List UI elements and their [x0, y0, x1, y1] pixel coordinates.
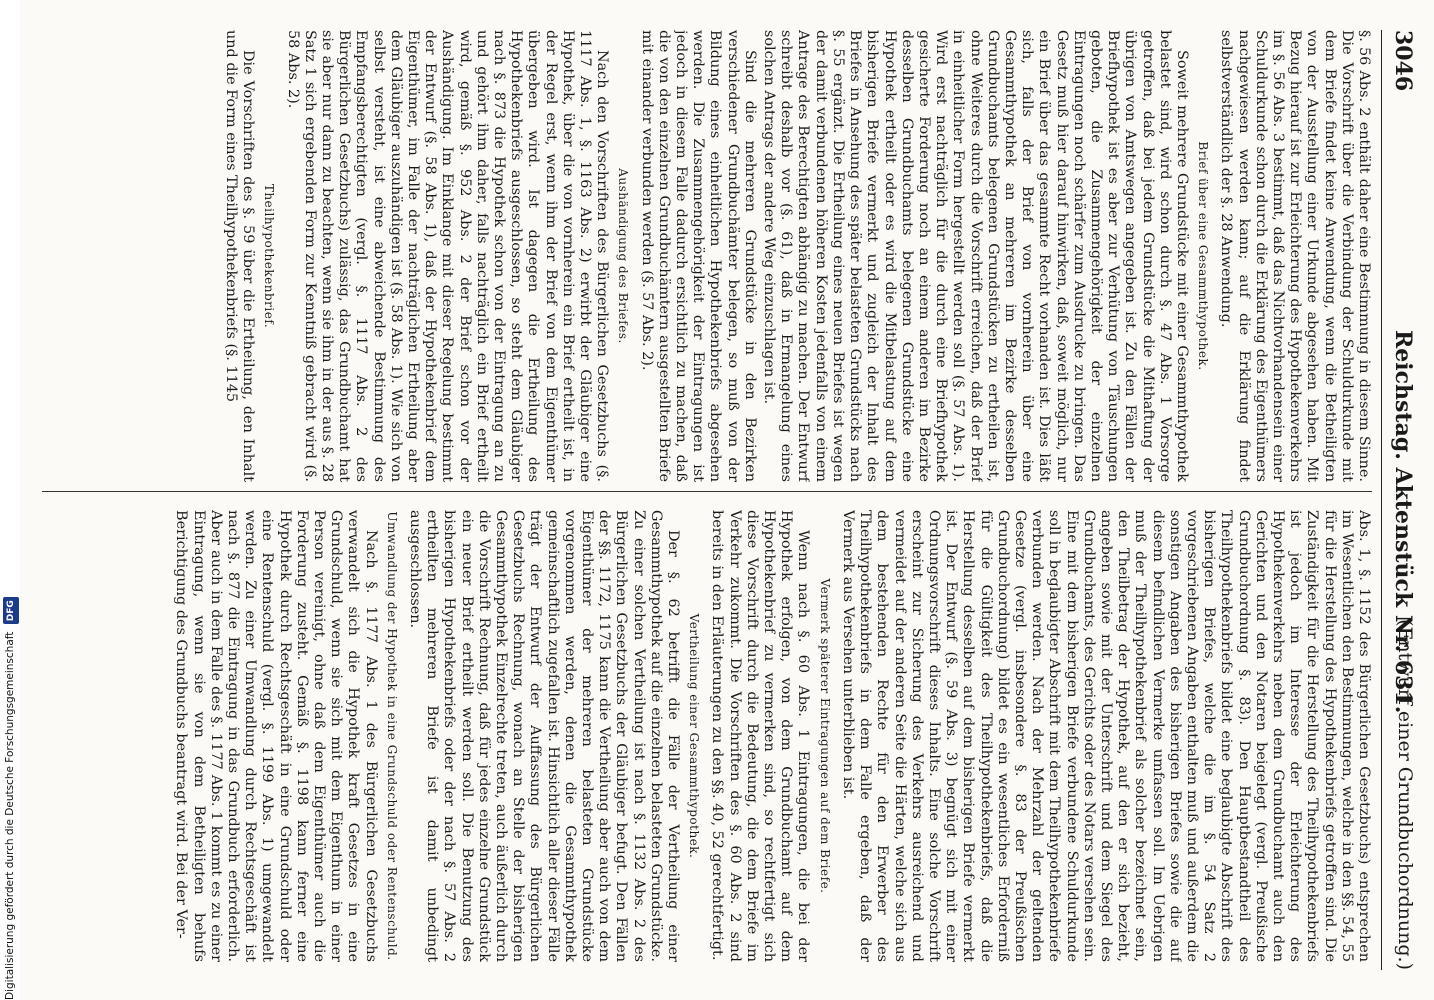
column-divider	[42, 491, 1372, 492]
header-subtitle: (Entwurf einer Grundbuchordnung.)	[1394, 619, 1416, 970]
paragraph: Der §. 62 betrifft die Fälle der Vertheilung einer Gesammthypothek auf die einzelnen belasteten Grundstücke. Zu einer solchen Vertheilung ist nach §. 1132 Abs. 2 des Bürgerlichen Gesetzbuchs der Gläubiger befugt. Den Fällen der §§. 1172, 1175 kann die Vertheilung aber auch von dem Eigenthümer der mehreren belasteten Grundstücke vorgenommen werden, denen die Gesammthypothek gemeinschaftlich zugefallen ist. Hinsichtlich aller dieser Fälle trägt der Entwurf der Auffassung des Bürgerlichen Gesetzbuchs Rechnung, wonach an Stelle der bisherigen Gesammthypothek Einzelrechte treten, auch äußerlich durch die Vorschrift Rechnung, daß für jedes einzelne Grundstück ein neuer Brief ertheilt werden soll. Die Benutzung des bisherigen Hypothekenbriefs oder der nach §. 57 Abs. 2 ertheilten mehreren Briefe ist damit unbedingt ausgeschlossen.	[407, 510, 682, 962]
section-heading: Theilhypothekenbrief.	[262, 183, 277, 329]
left-text-column	[32, 30, 1372, 482]
right-text-column	[32, 510, 1372, 962]
rotated-document-page	[20, 0, 1434, 1000]
paragraph: Sind die mehreren Grundstücke in den Bezirken verschiedener Grundbuchämter belegen, so muß von der Bildung eines einheitlichen Hypothekenbriefs abgesehen werden. Die Zusammengehörigkeit der Eintragungen ist jedoch in diesem Falle dadurch ersichtlich zu machen, daß die von den einzelnen Grundbuchämtern ausgestellten Briefe mit einander verbunden werden (§. 57 Abs. 2).	[638, 30, 758, 482]
paragraph: Die Vorschriften des §. 59 über die Ertheilung, den Inhalt und die Form eines Theilhypothekenbriefs (§. 1145	[223, 30, 257, 482]
section-heading: Brief über eine Gesammthypothek.	[1196, 141, 1211, 371]
header-title: Reichstag. Aktenstück Nr. 631.	[1390, 330, 1416, 714]
paragraph: §. 56 Abs. 2 enthält daher eine Bestimmung in diesem Sinne. Die Vorschrift über die Verbindung der Schuldurkunde mit dem Briefe findet keine Anwendung, wenn die Betheiligten von der Ausstellung einer Urkunde abgesehen haben. Mit Bezug hierauf ist zur Erleichterung des Hypothekenverkehrs im §. 56 Abs. 3 bestimmt, daß das Nichtvorhandensein einer Schuldurkunde schon durch die Erklärung des Eigenthümers nachgewiesen werden kann; auf die Erklärung findet selbstverständlich der §. 28 Anwendung.	[1218, 30, 1372, 482]
section-heading: Vertheilung einer Gesammthypothek.	[687, 613, 702, 859]
section-heading: Umwandlung der Hypothek in eine Grundschuld oder Rentenschuld.	[384, 511, 399, 961]
section-heading: Vermerk späterer Eintragungen auf dem Briefe.	[817, 578, 832, 894]
section-heading: Aushändigung des Briefes.	[616, 168, 631, 344]
paragraph: Wenn nach §. 60 Abs. 1 Eintragungen, die bei der Hypothek erfolgen, von dem Grundbuchamt auf dem Hypothekenbrief zu vermerken sind, so rechtfertigt sich diese Vorschrift durch die Bedeutung, die dem Briefe im Verkehr zukommt. Die Vorschriften des §. 60 Abs. 2 sind bereits in den Erläuterungen zu den §§. 40, 52 gerechtfertigt.	[709, 510, 812, 962]
scanned-page	[20, 0, 1434, 1000]
paragraph: Soweit mehrere Grundstücke mit einer Gesammthypothek belastet sind, wird schon durch §. 47 Abs. 1 Vorsorge getroffen, daß bei jedem Grundstücke die Mithaftung der übrigen von Amtswegen angegeben ist. Zu den Fällen der Briefhypothek ist es aber zur Verhütung von Täuschungen geboten, die Zusammengehörigkeit der einzelnen Eintragungen noch schärfer zum Ausdrucke zu bringen. Das Gesetz muß hier darauf hinwirken, daß, soweit möglich, nur ein Brief über das gesammte Recht vorhanden ist. Dies läßt sich, falls der Brief von vornherein über eine Gesammthypothek an mehreren im Bezirke desselben Grundbuchamts belegenen Grundstücken zu ertheilen ist, ohne Weiteres durch die Vorschrift erreichen, daß der Brief in einheitlicher Form hergestellt werden soll (§. 57 Abs. 1). Wird erst nachträglich für die durch eine Briefhypothek gesicherte Forderung noch an einem anderen im Bezirke desselben Grundbuchamts belegenen Grundstücke eine Hypothek ertheilt oder es wird die Mitbelastung auf dem bisherigen Briefe vermerkt und zugleich der Inhalt des Briefes in Ansehung des später belasteten Grundstücks nach §. 55 ergänzt. Die Ertheilung eines neuen Briefes ist wegen der damit verbundenen höheren Kosten jedenfalls von einem Antrage des Berechtigten abhängig zu machen. Der Entwurf schreibt deshalb vor (§. 61), daß in Ermangelung eines solchen Antrags der andere Weg einzuschlagen ist.	[761, 30, 1190, 482]
paragraph: Abs. 1, §. 1152 des Bürgerlichen Gesetzbuchs) entsprechen im Wesentlichen den Bestimmungen, welche in den §§. 54, 55 für die Herstellung des Hypothekenbriefs getroffen sind. Die Zuständigkeit für die Herstellung des Theilhypothekenbriefs ist jedoch im Interesse der Erleichterung des Hypothekenverkehrs neben dem Grundbuchamt auch den Gerichten und den Notaren beigelegt (vergl. Preußische Grundbuchordnung §. 83). Den Hauptbestandtheil des Theilhypothekenbriefs bildet eine beglaubigte Abschrift des bisherigen Briefes, welche die im §. 54 Satz 2 vorgeschriebenen Angaben enthalten muß und außerdem die sonstigen Angaben des bisherigen Briefes sowie die auf diesem befindlichen Vermerke umfassen soll. Im Uebrigen muß der Theilhypothekenbrief als solcher bezeichnet sein, den Theilbetrag der Hypothek, auf den er sich bezieht, angeben sowie mit der Unterschrift und dem Siegel des Grundbuchamts, des Gerichts oder des Notars versehen sein. Eine mit dem bisherigen Briefe verbundene Schuldurkunde soll in beglaubigter Abschrift mit dem Theilhypothekenbriefe verbunden werden. Nach der Mehrzahl der geltenden Gesetze (vergl. insbesondere §. 83 der Preußischen Grundbuchordnung) bildet es ein wesentliches Erforderniß für die Gültigkeit des Theilhypothekenbriefs, daß die Herstellung desselben auf dem bisherigen Briefe vermerkt ist. Der Entwurf (§. 59 Abs. 3) begnügt sich mit einer Ordnungsvorschrift dieses Inhalts. Eine solche Vorschrift erscheint zur Sicherung des Verkehrs ausreichend und vermeidet auf der anderen Seite die Härten, welche sich aus dem bestehenden Rechte für den Erwerber des Theilhypothekenbriefs in dem Falle ergeben, daß der Vermerk aus Versehen unterblieben ist.	[839, 510, 1372, 962]
paragraph: Nach den Vorschriften des Bürgerlichen Gesetzbuchs (§. 1117 Abs. 1, §. 1163 Abs. 2) erwirbt der Gläubiger eine Hypothek, über die von vornherein ein Brief ertheilt ist, in der Regel erst, wenn ihm der Brief von dem Eigenthümer übergeben wird. Ist dagegen die Ertheilung des Hypothekenbriefs ausgeschlossen, so steht dem Gläubiger nach §. 873 die Hypothek schon von der Eintragung an zu und gehört ihm daher, falls nachträglich ein Brief ertheilt wird, gemäß §. 952 Abs. 2 der Brief schon vor der Aushändigung. Im Einklange mit dieser Regelung bestimmt der Entwurf (§. 58 Abs. 1), daß der Hypothekenbrief dem Eigenthümer, im Falle der nachträglichen Ertheilung aber dem Gläubiger auszuhändigen ist (§. 58 Abs. 1). Wie sich von selbst versteht, ist eine abweichende Bestimmung des Empfangsberechtigten (vergl. §. 1117 Abs. 2 des Bürgerlichen Gesetzbuchs) zulässig, das Grundbuchamt hat sie aber nur dann zu beachten, wenn sie ihm in der aus §. 28 Satz 1 sich ergebenden Form zur Kenntniß gebracht wird (§. 58 Abs. 2).	[284, 30, 611, 482]
dfg-logo: DFG	[3, 597, 19, 624]
page-number: 3046	[1390, 30, 1416, 92]
running-header	[1381, 30, 1416, 970]
paragraph: Nach §. 1177 Abs. 1 des Bürgerlichen Gesetzbuchs verwandelt sich die Hypothek kraft Gesetzes in eine Grundschuld, wenn sie sich mit dem Eigenthum in einer Person vereinigt, ohne daß dem Eigenthümer auch die Forderung zusteht. Gemäß §. 1198 kann ferner eine Hypothek durch Rechtsgeschäft in eine Grundschuld oder eine Rentenschuld (vergl. §. 1199 Abs. 1) umgewandelt werden. Zu einer Umwandlung durch Rechtsgeschäft ist nach §. 877 die Eintragung in das Grundbuch erforderlich. Aber auch in dem Falle des §. 1177 Abs. 1 kommt es zu einer Eintragung, wenn sie von dem Betheiligten behufs Berichtigung des Grundbuchs beantragt wird. Bei der Ver-	[173, 510, 379, 962]
digitization-footer	[2, 600, 18, 1000]
footer-credit: Digitalisierung gefördert durch die Deutsche Forschungsgemeinschaft	[4, 631, 16, 1000]
